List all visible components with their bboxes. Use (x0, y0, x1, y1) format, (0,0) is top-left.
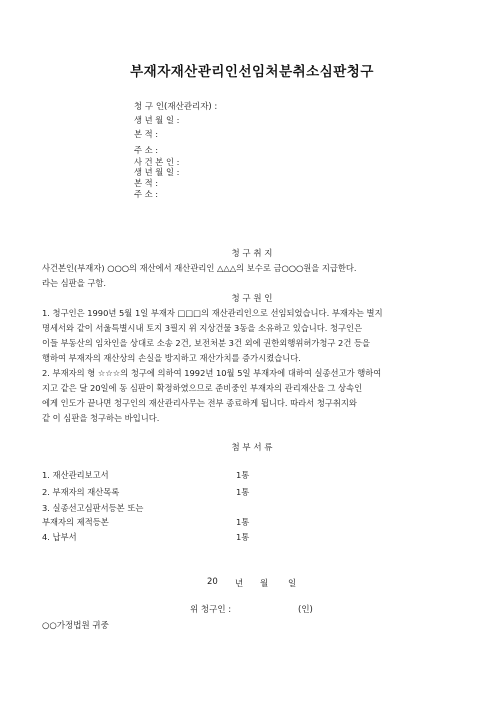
attachments-heading: 첨 부 서 류 (231, 443, 273, 453)
purpose-heading: 청 구 취 지 (231, 249, 273, 259)
signature-label: 위 청구인 : (190, 605, 232, 615)
signature-seal: (인) (298, 605, 313, 615)
cause-line: 같 이 심판을 청구하는 바입니다. (42, 413, 160, 423)
petitioner-address-field: 주 소 : (134, 145, 159, 155)
court-addressee: ○○가정법원 귀중 (42, 621, 109, 631)
date-year: 20 (207, 577, 218, 587)
document-title: 부재자재산관리인선임처분취소심판청구 (130, 64, 374, 80)
cause-line: 지고 같은 달 20일에 동 심판이 확정하였으므로 준비중인 부재자의 관리재산을 그 상속인 (42, 383, 363, 393)
attachment-qty: 1통 (236, 532, 250, 542)
subject-domicile-field: 본 적 : (134, 178, 159, 188)
date-month-unit: 월 (260, 579, 269, 589)
attachment-qty: 1통 (236, 517, 250, 527)
cause-line: 행하여 부재자의 재산상의 손실을 방지하고 재산가치를 증가시켰습니다. (42, 353, 301, 363)
cause-line: 이들 부동산의 임차인을 상대로 소송 2건, 보전처분 3건 외에 권한외행위허가청구 2건 등을 (42, 338, 371, 348)
subject-birthdate-field: 생 년 월 일 : (134, 167, 180, 177)
date-year-unit: 년 (235, 579, 244, 589)
attachment-item: 3. 실종선고심판서등본 또는 (42, 503, 144, 513)
attachment-item: 2. 부재자의 재산목록 (42, 487, 120, 497)
purpose-line: 라는 심판을 구함. (42, 278, 107, 288)
petitioner-domicile-field: 본 적 : (134, 129, 159, 139)
attachment-item: 부재자의 제적등본 (42, 517, 109, 527)
cause-line: 2. 부재자의 형 ☆☆☆의 청구에 의하여 1992년 10월 5일 부재자에 대하여 실종선고가 행하여 (42, 368, 382, 378)
cause-line: 명세서와 같이 서울특별시내 토지 3필지 위 지상건물 3동을 소유하고 있습니다. 청구인은 (42, 323, 363, 333)
cause-heading: 청 구 원 인 (231, 294, 273, 304)
cause-line: 1. 청구인은 1990년 5월 1일 부재자 □□□의 재산관리인으로 선임되었습니다. 부재자는 별지 (42, 308, 383, 318)
attachment-qty: 1통 (236, 487, 250, 497)
subject-person-field: 사 건 본 인 : (134, 157, 180, 167)
purpose-line: 사건본인(부재자) ○○○의 재산에서 재산관리인 △△△의 보수로 금○○○원을 지급한다. (42, 263, 357, 273)
attachment-item: 1. 재산관리보고서 (42, 470, 109, 480)
cause-line: 에게 인도가 끝나면 청구인의 재산관리사무는 전부 종료하게 됩니다. 따라서 청구취지와 (42, 398, 357, 408)
attachment-item: 4. 납부서 (42, 532, 77, 542)
petitioner-birthdate-field: 생 년 월 일 : (134, 115, 180, 125)
subject-address-field: 주 소 : (134, 189, 159, 199)
petitioner-heading: 청 구 인(재산관리자) : (134, 102, 218, 112)
attachment-qty: 1통 (236, 470, 250, 480)
date-day-unit: 일 (288, 579, 297, 589)
